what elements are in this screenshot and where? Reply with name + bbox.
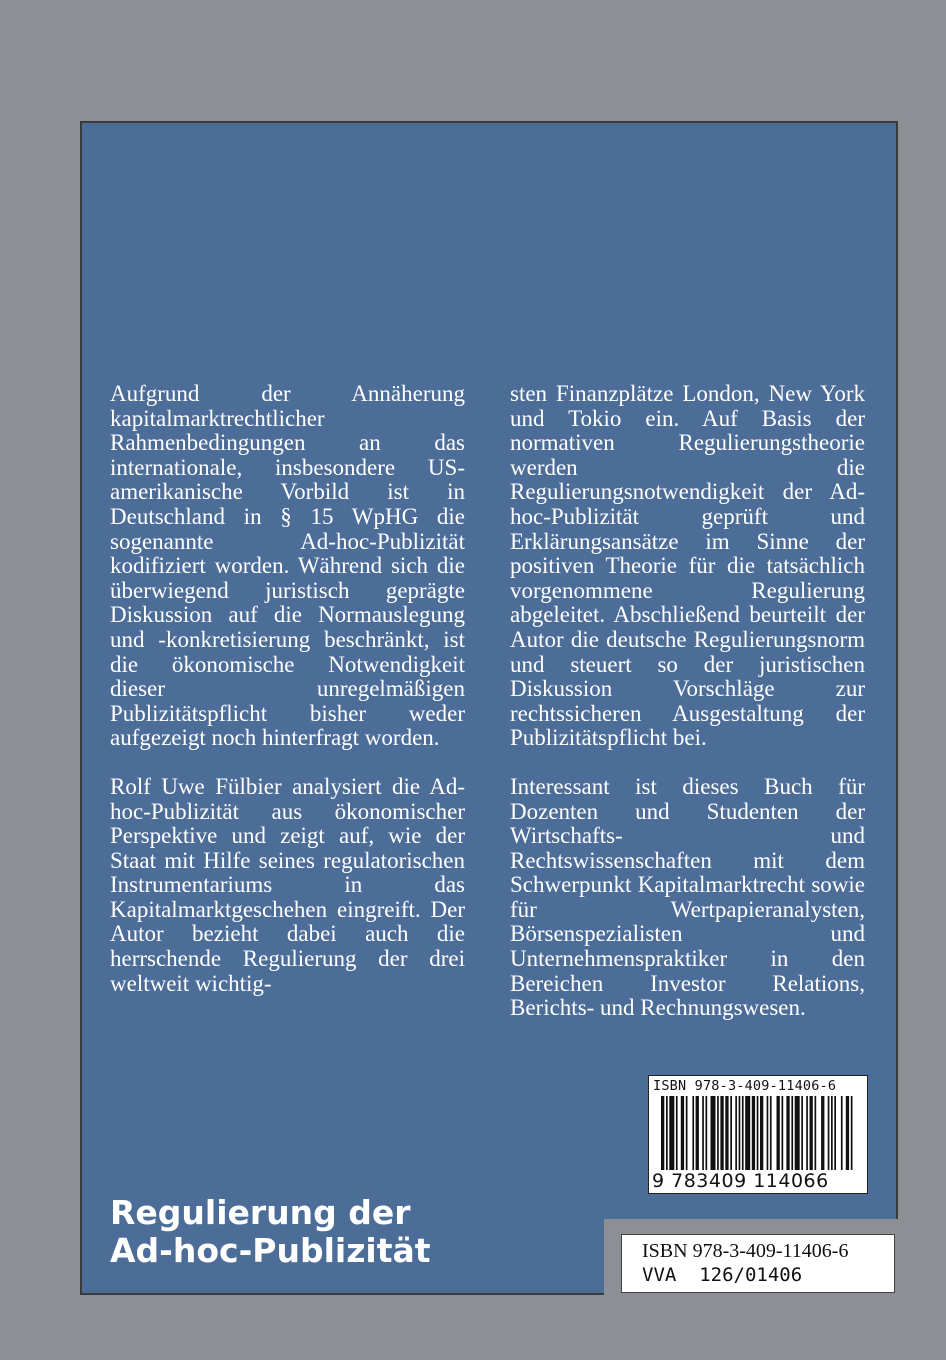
barcode-bar — [831, 1096, 833, 1170]
barcode-bar — [696, 1096, 699, 1170]
barcode-bar — [782, 1096, 784, 1170]
barcode-bar — [717, 1096, 719, 1170]
barcode-bar — [777, 1096, 780, 1170]
barcode-bar — [767, 1096, 769, 1170]
blurb-paragraph-3: Interessant ist dieses Buch für Dozenten und Studenten der Wirtschafts- und Rechtswissenschaften mit dem Schwerpunkt Kapitalmarktrecht sowie für Wertpapieranalysten, Börsenspezialisten und Unternehmenspraktiker in den Bereichen Investor Relations, Berichts- und Rechnungswesen. — [510, 773, 865, 1021]
barcode-bar — [810, 1096, 813, 1170]
blurb-column-left — [110, 382, 465, 996]
barcode-bar — [757, 1096, 759, 1170]
barcode-isbn-text: ISBN 978-3-409-11406-6 — [653, 1078, 837, 1094]
blurb-paragraph-2a: Rolf Uwe Fülbier analysiert die Ad-hoc-Publizität aus ökonomischer Perspektive und zeigt auf, wie der Staat mit Hilfe seines regulatorischen Instrumentariums in das Kapitalmarktgeschehen eingreift. Der Autor bezieht dabei auch die herrschende Regulierung der drei weltweit wichtig- — [110, 773, 465, 996]
book-title — [110, 1194, 431, 1270]
barcode-bar — [661, 1096, 664, 1170]
barcode-bar — [711, 1096, 716, 1170]
barcode-bar — [676, 1096, 678, 1170]
barcode-bar — [725, 1096, 728, 1170]
barcode-bar — [791, 1096, 793, 1170]
barcode-bar — [730, 1096, 732, 1170]
label-isbn: ISBN 978-3-409-11406-6 — [642, 1240, 849, 1262]
barcode-bar — [801, 1096, 803, 1170]
barcode-bar — [702, 1096, 704, 1170]
barcode-bar — [752, 1096, 755, 1170]
book-title-line-1: Regulierung der — [110, 1193, 411, 1232]
barcode-bar — [742, 1096, 744, 1170]
barcode-digits: 9 783409 114066 — [652, 1170, 829, 1192]
price-label — [621, 1234, 895, 1293]
barcode-bar — [846, 1096, 849, 1170]
barcode-bar — [760, 1096, 763, 1170]
barcode-bar — [841, 1096, 843, 1170]
barcode-bar — [745, 1096, 750, 1170]
barcode-bar — [666, 1096, 668, 1170]
barcode-bar — [735, 1096, 737, 1170]
barcode-bar — [828, 1096, 830, 1170]
blurb-paragraph-2b: sten Finanzplätze London, New York und Tokio ein. Auf Basis der normativen Regulierungstheorie werden die Regulierungsnotwendigkeit der Ad-hoc-Publizität geprüft und Erklärungsansätze im Sinne der positiven Theorie für die tatsächlich vorgenommene Regulierung abgeleitet. Abschließend beurteilt der Autor die deutsche Regulierungsnorm und steuert so der juristischen Diskussion Vorschläge zur rechtssicheren Ausgestaltung der Publizitätspflicht bei. — [510, 381, 865, 751]
barcode-bar — [669, 1096, 674, 1170]
barcode-bar — [851, 1096, 853, 1170]
blurb-column-right — [510, 382, 865, 1021]
barcode-bar — [739, 1096, 741, 1170]
barcode-bar — [834, 1096, 836, 1170]
blurb-paragraph-1: Aufgrund der Annäherung kapitalmarktrechtlicher Rahmenbedingungen an das internationale, insbesondere US-amerikanische Vorbild ist in Deutschland in § 15 WpHG die sogenannte Ad-hoc-Publizität kodifiziert worden. Während sich die überwiegend juristisch geprägte Diskussion auf die Normauslegung und -konkretisierung beschränkt, ist die ökonomische Notwendigkeit dieser unregelmäßigen Publizitätspflicht bisher weder aufgezeigt noch hinterfragt worden. — [110, 381, 465, 751]
barcode-bar — [720, 1096, 723, 1170]
barcode-bar — [795, 1096, 800, 1170]
barcode-bar — [806, 1096, 808, 1170]
barcode-bar — [681, 1096, 684, 1170]
book-title-line-2: Ad-hoc-Publizität — [110, 1231, 431, 1270]
barcode-bar — [815, 1096, 817, 1170]
barcode-box — [648, 1075, 868, 1194]
label-order-code: VVA 126/01406 — [642, 1264, 803, 1286]
barcode-bar — [706, 1096, 708, 1170]
barcode-bar — [686, 1096, 688, 1170]
barcode-bar — [770, 1096, 772, 1170]
barcode-bar — [821, 1096, 824, 1170]
barcode-bar — [786, 1096, 789, 1170]
barcode-image — [659, 1096, 859, 1170]
barcode-bar — [692, 1096, 694, 1170]
